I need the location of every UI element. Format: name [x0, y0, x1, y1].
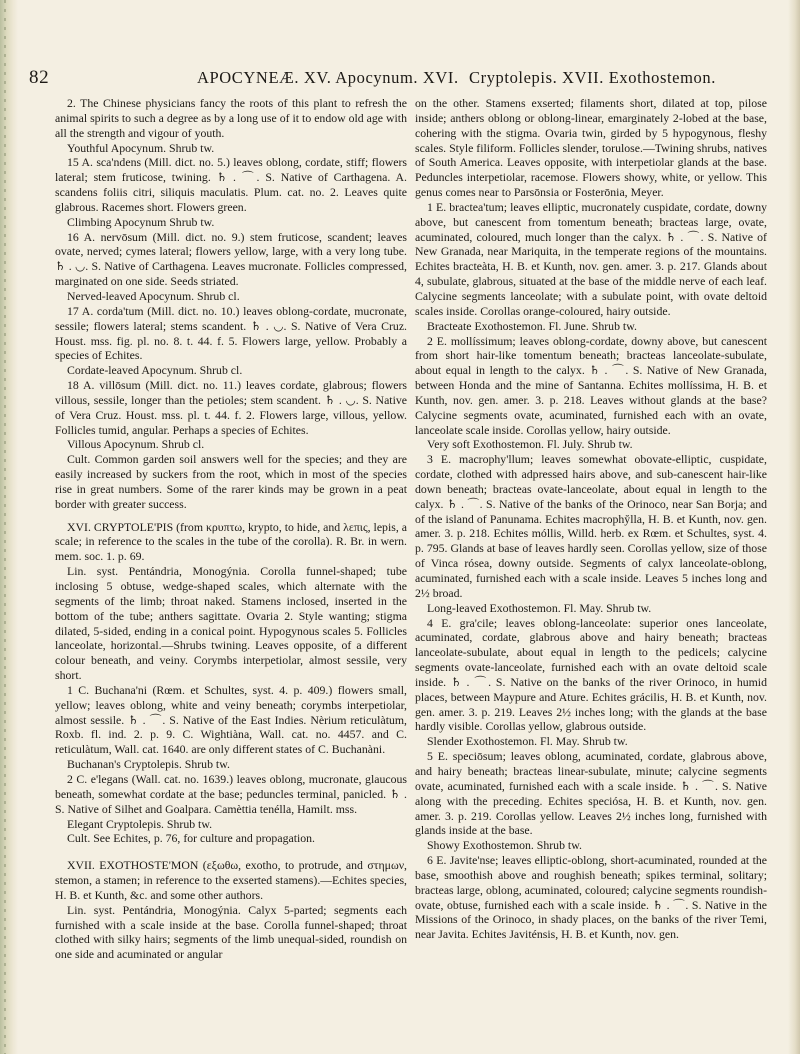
genus-description: Lin. syst. Pentándria, Monogýnia. Calyx 5-parted; segments each furnished with a scale inside at the base. Corolla funnel-shaped; throat clothed with silky hairs; segments of the limb unequal-sided, roundish on one side and acuminated or angular	[55, 902, 407, 962]
common-name: Very soft Exothostemon. Fl. July. Shrub tw.	[427, 437, 633, 452]
species-entry: 3 E. macrophy'llum; leaves somewhat obovate-elliptic, cuspidate, cordate, clothed with adpressed hairs above, and sub-canescent hair-like down beneath; bracteas ovate-lanceolate, about equal in length to the calyx. ♄ . ⌒. S. Native of the banks of the Orinoco, near San Borja; and of the island of Panunama. Echites macrophy̆lla, H. B. et Kunth, nov. gen. amer. 3. p. 218. Echites móllis, Willd. herb. ex Rœm. et Schultes, syst. 4. p. 795. Glands at base of leaves hardly seen. Corollas yellow, size of those of Vinca rósea, downy outside. Segments of calyx lanceolate-oblong, acuminated, furnished each with a scale inside. Leaves 5 inches long and 2½ broad.	[415, 452, 767, 600]
genus-description-continued: on the other. Stamens exserted; filaments short, dilated at top, pilose inside; anthers oblong or oblong-linear, emarginately 2-lobed at the base, cohering with the stigma. Ovaria twin, girded by 5 hypogynous, fleshy scales. Style filiform. Follicles slender, torulose.—Twining shrubs, natives of South America. Leaves opposite, with interpetiolar glands at the base. Peduncles interpetiolar, racemose. Flowers showy, white, or yellow. This genus comes near to Parsōnsia or Fosterōnia, Meyer.	[415, 96, 767, 200]
running-head-left: APOCYNEÆ. XV. Apocynum. XVI.	[197, 68, 459, 87]
species-entry: 2 C. e'legans (Wall. cat. no. 1639.) leaves oblong, mucronate, glaucous beneath, somewhat cordate at the base; peduncles terminal, panicled. ♄ . S. Native of Silhet and Goalpara. Camèttia tenélla, Hamilt. mss.	[55, 771, 407, 816]
cultivation-note: Cult. See Echites, p. 76, for culture and propagation.	[67, 831, 315, 846]
common-name: Nerved-leaved Apocynum. Shrub cl.	[67, 288, 240, 303]
common-name: Buchanan's Cryptolepis. Shrub tw.	[67, 757, 230, 772]
page-number: 82	[29, 67, 50, 88]
species-entry: 16 A. nervōsum (Mill. dict. no. 9.) stem fruticose, scandent; leaves ovate, nerved; cymes lateral; flowers yellow, large, with a very long tube. ♄ . ◡. S. Native of Carthagena. Leaves mucronate. Follicles compressed, marginated on one side. Seeds striated.	[55, 229, 407, 289]
common-name: Villous Apocynum. Shrub cl.	[67, 437, 205, 452]
genus-heading: XVII. EXOTHOSTE'MON (εξωθω, exotho, to protrude, and στημων, stemon, a stamen; in reference to the exserted stamens).—Echites species, H. B. et Kunth, &c. and some other authors.	[55, 858, 407, 902]
genus-heading: XVI. CRYPTOLE'PIS (from κρυπτω, krypto, to hide, and λεπις, lepis, a scale; in reference to the scales in the tube of the corolla). R. Br. in wern. mem. soc. 1. p. 69.	[55, 519, 407, 564]
species-entry: 17 A. corda'tum (Mill. dict. no. 10.) leaves oblong-cordate, mucronate, sessile; flowers lateral; stems scandent. ♄ . ◡. S. Native of Vera Cruz. Houst. mss. fig. pl. no. 8. t. 44. f. 5. Flowers large, yellow. Probably a species of Echites.	[55, 303, 407, 363]
running-head-right: Cryptolepis. XVII. Exothostemon.	[469, 68, 716, 87]
left-column	[55, 96, 407, 962]
species-entry: 1 C. Buchana'ni (Rœm. et Schultes, syst. 4. p. 409.) flowers small, yellow; leaves oblong, white and veiny beneath; corymbs interpetiolar, almost sessile. ♄ . ⌒. S. Native of the East Indies. Nèrium reticulàtum, Roxb. fl. ind. 2. p. 9. C. Wightiàna, Wall. cat. no. 4457. and C. reticulàtum, Wall. cat. 1640. are only different states of C. Buchanàni.	[55, 682, 407, 757]
common-name: Long-leaved Exothostemon. Fl. May. Shrub tw.	[427, 600, 652, 615]
common-name: Showy Exothostemon. Shrub tw.	[427, 838, 582, 853]
common-name: Slender Exothostemon. Fl. May. Shrub tw.	[427, 734, 628, 749]
species-entry: 4 E. gra'cile; leaves oblong-lanceolate: superior ones lanceolate, acuminated, cordate, glabrous above and hairy beneath; bracteas lanceolate-subulate, about equal in length to the pedicels; calycine segments ovate-lanceolate, furnished each with an ovate deltoid scale inside. ♄ . ⌒. S. Native on the banks of the river Orinoco, in humid places, between Maypure and Ature. Echites grácilis, H. B. et Kunth, nov. gen. amer. 3. p. 219. Leaves 2½ inches long; with the glands at the base hardly visible. Corollas yellow, glabrous outside.	[415, 615, 767, 734]
right-column	[415, 96, 767, 942]
species-entry: 6 E. Javite'nse; leaves elliptic-oblong, short-acuminated, rounded at the base, smoothish above and roughish beneath; spikes terminal, solitary; bracteas large, oblong, acuminated, coloured; calycine segments roundish-ovate, obtuse, furnished each with a scale inside. ♄ . ⌒. S. Native in the Missions of the Orinoco, in shady places, on the banks of the river Temi, near Javita. Echites Javiténsis, H. B. et Kunth, nov. gen.	[415, 853, 767, 942]
species-entry: 15 A. sca'ndens (Mill. dict. no. 5.) leaves oblong, cordate, stiff; flowers lateral; stem fruticose, twining. ♄ . ⌒. S. Native of Carthagena. A. scandens foliis citri, siliquis maculatis. Plum. cat. no. 2. Leaves quite glabrous. Racemes short. Flowers green.	[55, 155, 407, 214]
book-spine-edge	[0, 0, 18, 1054]
species-entry: 5 E. speciōsum; leaves oblong, acuminated, cordate, glabrous above, and hairy beneath; bracteas linear-subulate, minute; calycine segments ovate, acuminated, furnished each with a scale inside. ♄ . ⌒. S. Native along with the preceding. Echites speciósa, H. B. et Kunth, nov. gen. amer. 3. p. 219. Corollas yellow. Leaves 2½ inches long, furnished with glands inside at the base.	[415, 749, 767, 838]
genus-description: Lin. syst. Pentándria, Monogýnia. Corolla funnel-shaped; tube inclosing 5 obtuse, wedge-shaped scales, which alternate with the segments of the limb; throat naked. Stamens inclosed, inserted in the bottom of the tube; anthers sagittate. Ovaria 2. Style wanting; stigma dilated, 5-sided, ending in a conical point. Hypogynous scales 5. Follicles lanceolate, horizontal.—Shrubs twining. Leaves opposite, of a different colour beneath, and veiny. Corymbs interpetiolar, almost sessile, very short.	[55, 564, 407, 683]
common-name: Youthful Apocynum. Shrub tw.	[67, 140, 215, 155]
paragraph: 2. The Chinese physicians fancy the roots of this plant to refresh the animal spirits to such a degree as by a long use of it to endow old age with all the strength and vigour of youth.	[55, 96, 407, 140]
species-entry: 1 E. bractea'tum; leaves elliptic, mucronately cuspidate, cordate, downy above, but canescent from tomentum beneath; bracteas large, ovate, acuminated, coloured, much longer than the calyx. ♄ . ⌒. S. Native of New Granada, near Mariquita, in the temperate regions of the mountains. Echites bracteàta, H. B. et Kunth, nov. gen. amer. 3. p. 217. Glands about 4, subulate, glabrous, situated at the base of the middle nerve of each leaf. Calycine segments lanceolate; with a subulate point, with ovate deltoid scales inside. Corollas orange-coloured, hairy outside.	[415, 199, 767, 318]
common-name: Bracteate Exothostemon. Fl. June. Shrub tw.	[427, 318, 637, 333]
common-name: Climbing Apocynum Shrub tw.	[67, 214, 215, 229]
cultivation-note: Cult. Common garden soil answers well for the species; and they are easily increased by suckers from the root, which in most of the species rise in great numbers. Some of the rarer kinds may be grown in a peat border with greater success.	[55, 452, 407, 511]
common-name: Cordate-leaved Apocynum. Shrub cl.	[67, 363, 243, 378]
common-name: Elegant Cryptolepis. Shrub tw.	[67, 816, 213, 831]
species-entry: 18 A. villōsum (Mill. dict. no. 11.) leaves cordate, glabrous; flowers villous, sessile, longer than the petioles; stem scandent. ♄ . ◡. S. Native of Vera Cruz. Houst. mss. pl. t. 44. f. 2. Flowers large, villous, yellow. Follicles tumid, angular. Perhaps a species of Echites.	[55, 378, 407, 437]
running-header	[29, 67, 771, 89]
species-entry: 2 E. mollíssimum; leaves oblong-cordate, downy above, but canescent from short hair-like tomentum beneath; bracteas lanceolate-subulate, about equal in length to the calyx. ♄ . ⌒. S. Native of New Granada, between Honda and the mine of Santanna. Echites mollíssima, H. B. et Kunth, nov. gen. amer. 3. p. 218. Leaves without glands at the base? Calycine segments ovate, acuminated, furnished each with an ovate, lanceolate scale inside. Corollas yellow, hairy outside.	[415, 333, 767, 437]
page-edge-shadow	[788, 0, 800, 1054]
